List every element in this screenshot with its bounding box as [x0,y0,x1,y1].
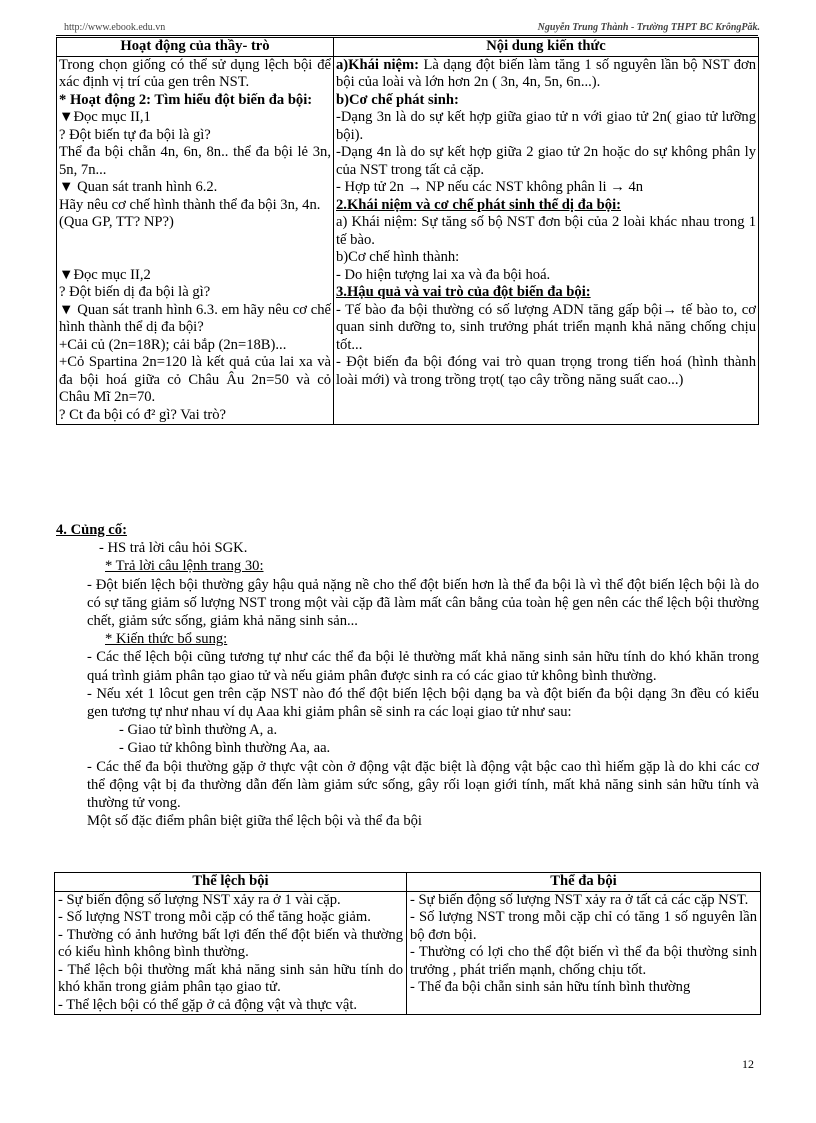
aneuploid-cell [55,891,407,1015]
section-paragraph: - Các thể lệch bội cũng tương tự như các thể đa bội lẻ thường mất khả năng sinh sản hữu tính do khó khăn trong quá trình giảm phân tạo giao tử và nếu giảm phân được sinh ra có các giao tử không bình thường. [87,649,759,684]
teacher-activity-header: Hoạt động của thầy- trò [57,38,334,57]
activity-line: (Qua GP, TT? NP?) [59,214,174,230]
content-line: b)Cơ chế hình thành: [336,249,460,265]
section-paragraph: - Các thể đa bội thường gặp ở thực vật còn ở động vật đặc biệt là động vật bậc cao thì hiếm gặp là do khi các cơ thể động vật bị đa thường dẫn đến làm giảm sức sống, gây rối loạn giới tính, mất khả năng sinh sản hữu tính và thường tử vong. [87,758,759,812]
knowledge-content-header: Nội dung kiến thức [334,38,759,57]
activity-line: ▼ Quan sát tranh hình 6.2. [59,179,218,195]
comparison-item: - Số lượng NST trong mỗi cặp chỉ có tăng 1 số nguyên lần bộ đơn bội. [410,909,757,943]
lesson-table [56,37,759,425]
activity-line: ? Đột biến dị đa bội là gì? [59,284,211,300]
spacer [59,232,331,267]
extra-knowledge-heading: * Kiến thức bổ sung: [105,631,228,648]
page-number: 12 [742,1057,754,1071]
comparison-item: - Sự biến động số lượng NST xảy ra ở 1 vài cặp. [58,891,341,908]
mechanism-heading: b)Cơ chế phát sinh: [336,91,459,108]
concept-label: a)Khái niệm: [336,56,420,73]
section-line: - HS trả lời câu hỏi SGK. [99,540,248,557]
comparison-item: - Thường có ảnh hưởng bất lợi đến thể đột biến và thường có kiểu hình không bình thường. [58,926,403,960]
activity-line: ? Ct đa bội có đ² gì? Vai trò? [59,406,227,423]
header-rule [56,35,758,36]
knowledge-content-cell [334,56,759,425]
activity-line: +Cải củ (2n=18R); cải bắp (2n=18B)... [59,336,287,353]
activity-line: Trong chọn giống có thể sử dụng lệch bội để xác định vị trí của gen trên NST. [59,56,331,90]
content-line: -Dạng 4n là do sự kết hợp giữa 2 giao tử 2n hoặc do sự không phân ly của NST trong tất cả cặp. [336,144,756,178]
section-4-title: 4. Củng cố: [56,522,127,538]
activity-line: Thể đa bội chẵn 4n, 6n, 8n.. thể đa bội lẻ 3n, 5n, 7n... [59,144,331,178]
section-3-heading: 3.Hậu quả và vai trò của đột biến đa bội: [336,284,591,300]
section-paragraph: - Đột biến lệch bội thường gây hậu quả nặng nề cho thể đột biến hơn là thể đa bội là vì thể đột biến lệch bội là do có sự tăng giảm số lượng NST trong một vài cặp đã làm mất cân bằng của toàn hệ gen nên các thể lệch bội thường chết, giảm sức sống, giảm khả năng sinh sản... [87,576,759,630]
section-paragraph: - Nếu xét 1 lôcut gen trên cặp NST nào đó thể đột biến lệch bội dạng ba và đột biến đa bội dạng 3n đều có kiểu gen tương tự như nhau ví dụ Aaa khi giảm phân sẽ sinh ra các loại giao tử như sau: [87,685,759,721]
content-line: - Tế bào đa bội thường có số lượng ADN tăng gấp bội→ tế bào to, cơ quan sinh dưỡng to, sinh trưởng phát triển mạnh khả năng chống chịu tốt... [336,301,756,353]
consolidation-section [56,521,759,830]
activity-line: ▼Đọc mục II,1 [59,109,151,125]
activity-line: ▼Đọc mục II,2 [59,266,151,283]
comparison-caption: Một số đặc điểm phân biệt giữa thể lệch bội và thể đa bội [87,813,422,830]
activity-line: Hãy nêu cơ chế hình thành thể đa bội 3n, 4n. [59,196,321,213]
concept-text: Là dạng đột biến làm tăng 1 số nguyên lần bộ NST đơn bội của loài và lớn hơn 2n ( 3n, 4n, 5n, 6n...). [336,56,757,90]
activity-2-heading: * Hoạt động 2: Tìm hiểu đột biến đa bội: [59,91,313,108]
content-line: - Đột biến đa bội đóng vai trò quan trọng trong tiến hoá (hình thành loài mới) và trong trồng trọt( tạo cây trồng năng suất cao...) [336,354,756,388]
activity-line: ? Đột biến tự đa bội là gì? [59,126,211,143]
polyploid-cell [407,891,761,1015]
comparison-item: - Thể đa bội chẵn sinh sản hữu tính bình thường [410,979,691,995]
page-header [64,22,760,36]
content-line: - Hợp tử 2n → NP nếu các NST không phân li → 4n [336,179,644,195]
aneuploid-header: Thể lệch bội [55,873,407,892]
comparison-item: - Thể lệch bội có thể gặp ở cả động vật và thực vật. [58,996,358,1013]
comparison-table [54,872,761,1015]
comparison-item: - Số lượng NST trong mỗi cặp có thể tăng hoặc giảm. [58,909,371,925]
teacher-activity-cell [57,56,334,425]
section-2-heading: 2.Khái niệm và cơ chế phát sinh thể dị đa bội: [336,196,621,213]
section-line: - Giao tử bình thường A, a. [119,722,278,739]
comparison-item: - Thể lệch bội thường mất khả năng sinh sản hữu tính do khó khăn trong giảm phân tạo giao tử. [58,961,403,995]
section-line: - Giao tử không bình thường Aa, aa. [119,740,331,757]
activity-line: ▼ Quan sát tranh hình 6.3. em hãy nêu cơ chế hình thành thể dị đa bội? [59,301,331,335]
content-line: - Do hiện tượng lai xa và đa bội hoá. [336,266,551,283]
answer-heading: * Trả lời câu lệnh trang 30: [105,558,264,575]
header-website: http://www.ebook.edu.vn [64,22,166,33]
header-author: Nguyễn Trung Thành - Trường THPT BC KrôngPăk. [537,22,760,33]
content-line [336,57,756,92]
comparison-item: - Sự biến động số lượng NST xảy ra ở tất cả các cặp NST. [410,891,749,908]
comparison-item: - Thường có lợi cho thể đột biến vì thể đa bội thường sinh trưởng , phát triển mạnh, chống chịu tốt. [410,944,757,978]
activity-line: +Cỏ Spartina 2n=120 là kết quả của lai xa và đa bội hoá giữa cỏ Châu Âu 2n=50 và cỏ Châu Mĩ 2n=70. [59,354,331,405]
polyploid-header: Thể đa bội [407,873,761,892]
content-line: a) Khái niệm: Sự tăng số bộ NST đơn bội của 2 loài khác nhau trong 1 tế bào. [336,214,756,248]
content-line: -Dạng 3n là do sự kết hợp giữa giao tử n với giao tử 2n( giao tử lưỡng bội). [336,109,756,143]
